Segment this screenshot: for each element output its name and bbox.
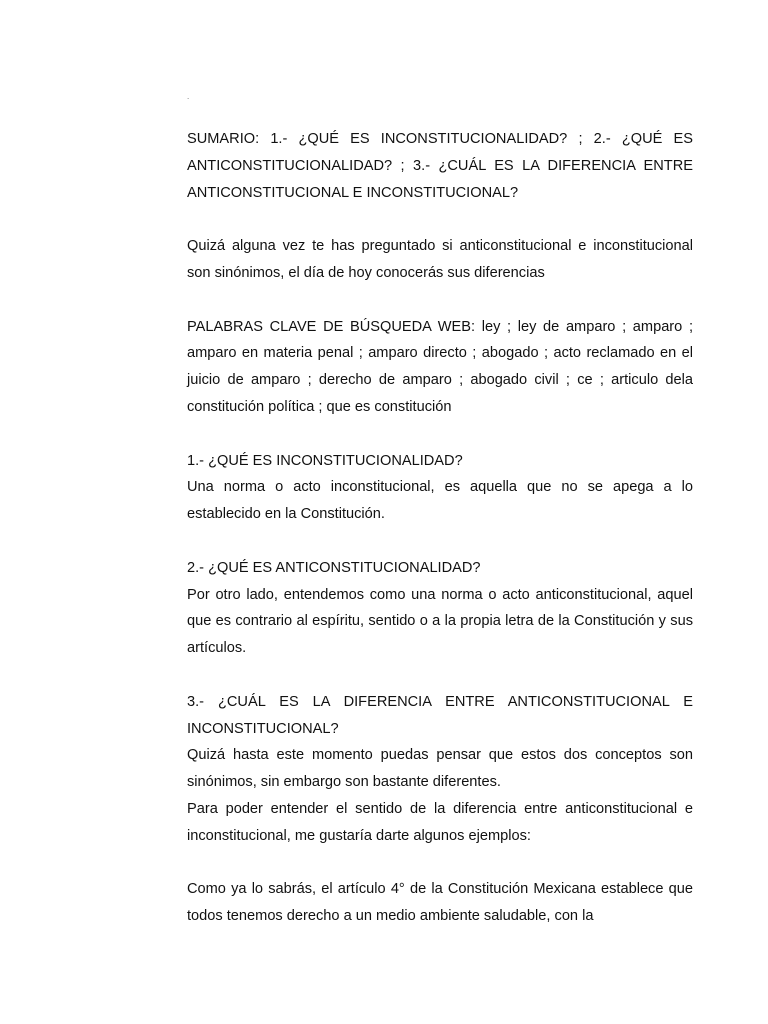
section3-body-1: Quizá hasta este momento puedas pensar que estos dos conceptos son sinónimos, sin embargo son bastante diferentes. [187, 747, 693, 791]
document-body [187, 92, 693, 957]
section3-body-2: Para poder entender el sentido de la diferencia entre anticonstitucional e inconstitucional, me gustaría darte algunos ejemplos: [187, 800, 693, 844]
section1-heading: 1.- ¿QUÉ ES INCONSTITUCIONALIDAD? [187, 452, 463, 469]
example-paragraph: Como ya lo sabrás, el artículo 4° de la Constitución Mexicana establece que todos tenemos derecho a un medio ambiente saludable, con la [187, 881, 693, 925]
top-mark: . [187, 92, 190, 101]
intro-paragraph: Quizá alguna vez te has preguntado si anticonstitucional e inconstitucional son sinónimos, el día de hoy conocerás sus diferencias [187, 238, 693, 281]
section3-heading: 3.- ¿CUÁL ES LA DIFERENCIA ENTRE ANTICONSTITUCIONAL E INCONSTITUCIONAL? [187, 693, 693, 737]
sumario-paragraph: SUMARIO: 1.- ¿QUÉ ES INCONSTITUCIONALIDAD? ; 2.- ¿QUÉ ES ANTICONSTITUCIONALIDAD? ; 3.- ¿CUÁL ES LA DIFERENCIA ENTRE ANTICONSTITUCIONAL E INCONSTITUCIONAL? [187, 131, 693, 201]
section2-heading: 2.- ¿QUÉ ES ANTICONSTITUCIONALIDAD? [187, 559, 481, 576]
keywords-paragraph: PALABRAS CLAVE DE BÚSQUEDA WEB: ley ; ley de amparo ; amparo ; amparo en materia penal ; amparo directo ; abogado ; acto reclamado en el juicio de amparo ; derecho de amparo ; abogado civil ; ce ; articulo dela constitución política ; que es constitución [187, 318, 693, 415]
section1-body: Una norma o acto inconstitucional, es aquella que no se apega a lo establecido en la Constitución. [187, 479, 693, 523]
section2-body: Por otro lado, entendemos como una norma o acto anticonstitucional, aquel que es contrario al espíritu, sentido o a la propia letra de la Constitución y sus artículos. [187, 586, 693, 657]
